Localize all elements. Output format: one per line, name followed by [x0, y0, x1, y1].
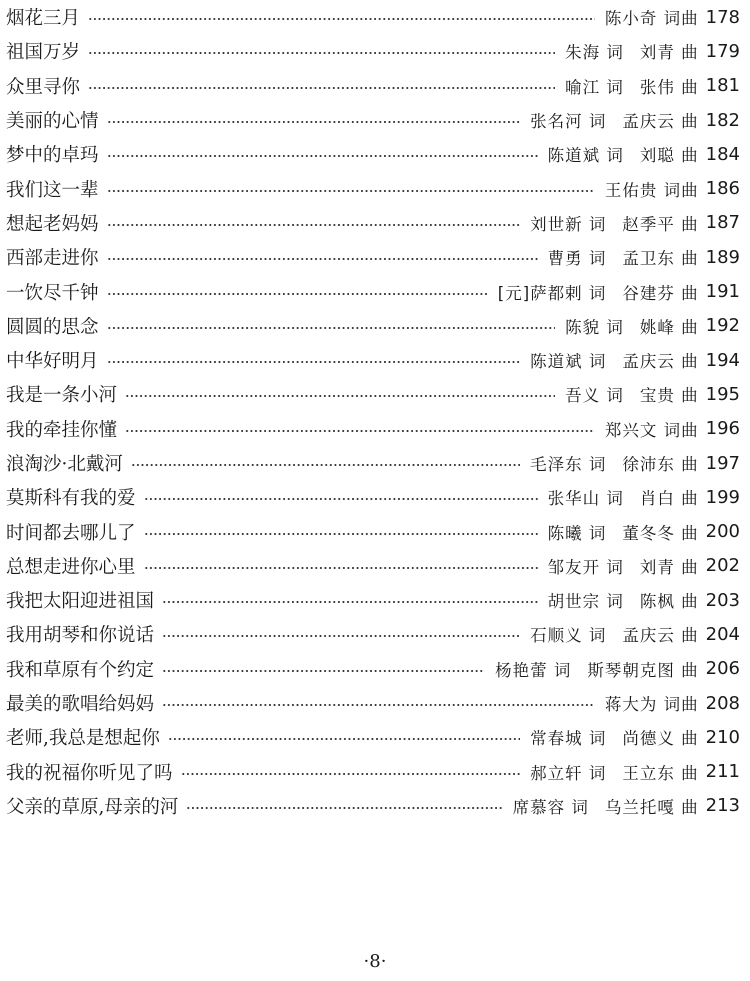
- song-title: 最美的歌唱给妈妈: [6, 694, 155, 716]
- credits: [530, 725, 699, 749]
- credit-music: 孟庆云 曲: [622, 352, 699, 372]
- page-number: 186: [705, 178, 740, 200]
- credit-lyrics: 杨艳蕾 词: [495, 660, 572, 680]
- credit-lyrics: 朱海 词: [565, 43, 624, 63]
- toc-entry[interactable]: [6, 549, 740, 583]
- song-title: 时间都去哪儿了: [6, 522, 136, 544]
- table-of-contents: [6, 0, 740, 823]
- song-title: 我们这一辈: [6, 179, 99, 201]
- dot-leader: [144, 566, 538, 570]
- toc-entry[interactable]: [6, 103, 740, 137]
- toc-entry[interactable]: [6, 34, 740, 68]
- song-title: 一饮尽千钟: [6, 282, 99, 304]
- credits: [565, 382, 699, 406]
- credit-music: 孟庆云 曲: [622, 626, 699, 646]
- song-title: 中华好明月: [6, 351, 99, 373]
- song-title: 烟花三月: [6, 8, 81, 30]
- page-number: 194: [705, 349, 740, 371]
- song-title: 我的祝福你听见了吗: [6, 762, 173, 784]
- credit-music: 刘聪 曲: [639, 146, 699, 166]
- credit-lyrics: 陈曦 词: [547, 523, 607, 543]
- page-number: 192: [705, 315, 740, 337]
- song-title: 圆圆的思念: [6, 316, 99, 338]
- page-number: 178: [705, 6, 740, 28]
- page-number: 208: [705, 692, 740, 714]
- toc-entry[interactable]: [6, 69, 740, 103]
- credits: [565, 314, 699, 338]
- toc-entry[interactable]: [6, 206, 740, 240]
- credit-music: 徐沛东 曲: [622, 455, 699, 474]
- toc-entry[interactable]: [6, 617, 740, 651]
- page-number: 197: [705, 452, 740, 474]
- credit-music: 斯琴朝克图 曲: [587, 660, 699, 680]
- credits: [548, 554, 699, 578]
- toc-entry[interactable]: [6, 720, 740, 754]
- credits: [605, 5, 699, 29]
- credit-music: 孟庆云 曲: [622, 112, 699, 132]
- song-title: 莫斯科有我的爱: [6, 488, 136, 510]
- toc-entry[interactable]: [6, 137, 740, 171]
- song-title: 我和草原有个约定: [6, 659, 155, 681]
- dot-leader: [125, 394, 555, 398]
- credit-music: 赵季平 曲: [622, 214, 699, 234]
- credit-lyrics: 郝立轩 词: [530, 763, 607, 783]
- credits: [548, 588, 699, 612]
- credit-lyrics: 张华山 词: [547, 489, 624, 509]
- credit-lyrics: 邹友开 词: [547, 557, 624, 577]
- credits: [530, 451, 699, 475]
- credit-lyrics: 石顺义 词: [530, 626, 607, 646]
- credit-lyrics: 陈道斌 词: [530, 352, 607, 372]
- credits: [530, 108, 699, 132]
- dot-leader: [107, 257, 538, 261]
- credits: [530, 348, 699, 372]
- page-number: 189: [705, 246, 740, 268]
- dot-leader: [181, 772, 521, 776]
- page-number: 204: [705, 623, 740, 645]
- credit-music: 刘青 曲: [639, 43, 699, 63]
- credits: [565, 74, 699, 98]
- page-number: 213: [705, 795, 740, 817]
- toc-entry[interactable]: [6, 446, 740, 480]
- song-title: 美丽的心情: [6, 111, 99, 133]
- dot-leader: [107, 360, 521, 364]
- credit-music: 董冬冬 曲: [622, 523, 699, 543]
- credit-music: 尚德义 曲: [622, 729, 699, 749]
- credits: [530, 760, 699, 784]
- credit-lyrics: 刘世新 词: [530, 214, 607, 234]
- credit-lyrics: 张名河 词: [530, 112, 607, 132]
- song-title: 梦中的卓玛: [6, 145, 99, 167]
- toc-entry[interactable]: [6, 686, 740, 720]
- toc-entry[interactable]: [6, 412, 740, 446]
- credit-lyrics: 毛泽东 词: [530, 455, 607, 474]
- toc-entry[interactable]: [6, 789, 740, 823]
- credit-music: 王立东 曲: [622, 763, 699, 783]
- toc-entry[interactable]: [6, 480, 740, 514]
- credit-music: 刘青 曲: [639, 557, 699, 577]
- credit-lyrics: 陈道斌 词: [547, 146, 624, 166]
- credit-lyrics-music: 蒋大为 词曲: [604, 695, 699, 715]
- page-number: 206: [705, 658, 740, 680]
- page-number: 202: [705, 555, 740, 577]
- page-number: 182: [705, 109, 740, 131]
- credit-lyrics: 陈貌 词: [565, 317, 624, 337]
- toc-entry[interactable]: [6, 240, 740, 274]
- page-number: 191: [705, 281, 740, 303]
- toc-entry[interactable]: [6, 755, 740, 789]
- credits: [565, 39, 699, 63]
- credit-music: 孟卫东 曲: [622, 249, 699, 269]
- page-number: 211: [705, 761, 740, 783]
- page-number: 179: [705, 40, 740, 62]
- page-number: 203: [705, 589, 740, 611]
- song-title: 浪淘沙·北戴河: [6, 454, 123, 475]
- toc-entry[interactable]: [6, 274, 740, 308]
- dot-leader: [162, 703, 595, 707]
- credits: [498, 280, 699, 304]
- dot-leader: [168, 737, 520, 741]
- toc-entry[interactable]: [6, 377, 740, 411]
- song-title: 西部走进你: [6, 248, 99, 270]
- credit-music: 乌兰托嘎 曲: [604, 797, 699, 817]
- dot-leader: [107, 326, 556, 330]
- song-title: 我用胡琴和你说话: [6, 625, 155, 647]
- credit-music: 张伟 曲: [639, 77, 699, 97]
- song-title: 父亲的草原,母亲的河: [6, 796, 179, 818]
- dot-leader: [162, 634, 520, 638]
- credit-lyrics: 曹勇 词: [547, 249, 607, 269]
- page-number: 210: [705, 726, 740, 748]
- credits: [605, 177, 699, 201]
- credits: [495, 657, 699, 681]
- dot-leader: [107, 120, 521, 124]
- song-title: 老师,我总是想起你: [6, 728, 160, 750]
- dot-leader: [131, 463, 520, 467]
- dot-leader: [107, 154, 538, 158]
- page-footer-number: ·8·: [363, 951, 387, 972]
- toc-entry[interactable]: [6, 514, 740, 548]
- song-title: 总想走进你心里: [6, 556, 136, 578]
- dot-leader: [144, 532, 538, 536]
- credits: [530, 622, 699, 646]
- dot-leader: [144, 497, 538, 501]
- credit-music: 肖白 曲: [639, 489, 699, 509]
- toc-entry[interactable]: [6, 309, 740, 343]
- credits: [548, 520, 699, 544]
- dot-leader: [125, 429, 595, 433]
- credit-music: 宝贵 曲: [639, 386, 699, 406]
- dot-leader: [88, 17, 595, 21]
- page-number: 184: [705, 143, 740, 165]
- credit-music: 姚峰 曲: [639, 317, 699, 337]
- credit-lyrics-music: 陈小奇 词曲: [604, 9, 699, 29]
- credit-music: 谷建芬 曲: [622, 283, 699, 303]
- dot-leader: [88, 86, 555, 90]
- toc-entry[interactable]: [6, 583, 740, 617]
- credit-lyrics-music: 郑兴文 词曲: [604, 420, 699, 440]
- credits: [548, 142, 699, 166]
- dot-leader: [88, 51, 555, 55]
- page-number: 196: [705, 418, 740, 440]
- song-title: 我的牵挂你懂: [6, 419, 118, 441]
- page-number: 181: [705, 75, 740, 97]
- credits: [605, 417, 699, 441]
- credit-lyrics-music: 王佑贵 词曲: [604, 180, 699, 200]
- dot-leader: [162, 600, 538, 604]
- credit-lyrics: 吾义 词: [565, 386, 624, 406]
- dot-leader: [162, 669, 485, 673]
- dot-leader: [107, 189, 595, 193]
- song-title: 我把太阳迎进祖国: [6, 591, 155, 613]
- credits: [530, 211, 699, 235]
- credits: [605, 691, 699, 715]
- song-title: 想起老妈妈: [6, 213, 99, 235]
- song-title: 众里寻你: [6, 76, 81, 98]
- song-title: 祖国万岁: [6, 42, 81, 64]
- page-number: 187: [705, 212, 740, 234]
- page-number: 199: [705, 486, 740, 508]
- page-number: 195: [705, 383, 740, 405]
- toc-entry[interactable]: [6, 652, 740, 686]
- credits: [548, 485, 699, 509]
- dot-leader: [186, 806, 502, 810]
- song-title: 我是一条小河: [6, 385, 118, 407]
- dot-leader: [107, 223, 521, 227]
- page-number: 200: [705, 521, 740, 543]
- credit-lyrics: 席慕容 词: [512, 797, 589, 817]
- credits: [513, 794, 699, 818]
- credit-lyrics: 喻江 词: [565, 77, 624, 97]
- credits: [548, 245, 699, 269]
- dot-leader: [107, 292, 488, 296]
- toc-entry[interactable]: [6, 343, 740, 377]
- credit-music: 陈枫 曲: [639, 592, 699, 612]
- toc-entry[interactable]: [6, 171, 740, 205]
- credit-lyrics: 胡世宗 词: [547, 592, 624, 612]
- credit-lyrics: [元]萨都剌 词: [497, 283, 607, 303]
- toc-entry[interactable]: [6, 0, 740, 34]
- credit-lyrics: 常春城 词: [530, 729, 607, 749]
